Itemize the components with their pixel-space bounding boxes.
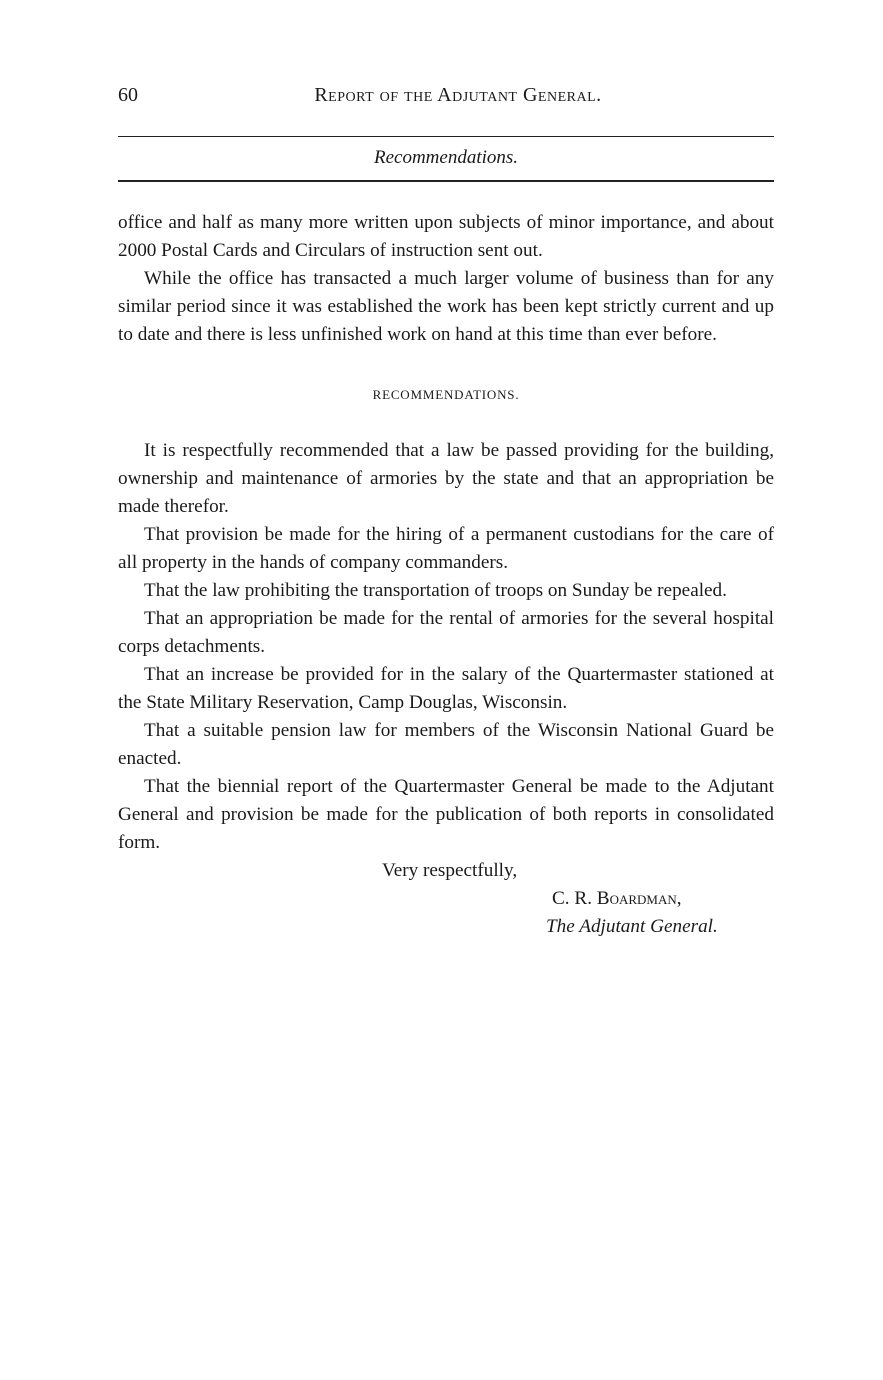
page-number: 60 <box>118 84 138 106</box>
recommendation-paragraph: That an increase be provided for in the salary of the Quartermaster stationed at the State Military Reservation, Camp Douglas, Wisconsin. <box>118 664 774 713</box>
signature-title: The Adjutant General. <box>546 916 718 937</box>
paragraph: office and half as many more written upon subjects of minor importance, and about 2000 Postal Cards and Circulars of instruction sent out. <box>118 212 774 261</box>
header-rule-top <box>118 136 774 137</box>
recommendations-subheading: RECOMMENDATIONS. <box>372 387 520 402</box>
section-heading: Recommendations. <box>373 147 519 168</box>
recommendation-paragraph: That the law prohibiting the transportation of troops on Sunday be repealed. <box>144 580 727 601</box>
recommendation-paragraph: That provision be made for the hiring of a permanent custodians for the care of all property in the hands of company commanders. <box>118 524 774 573</box>
recommendation-paragraph: That an appropriation be made for the rental of armories for the several hospital corps detachments. <box>118 608 774 657</box>
recommendation-paragraph: That the biennial report of the Quartermaster General be made to the Adjutant General and provision be made for the publication of both reports in consolidated form. <box>118 776 774 853</box>
running-title: Report of the Adjutant General. <box>314 84 602 106</box>
paragraph: While the office has transacted a much larger volume of business than for any similar period since it was established the work has been kept strictly current and up to date and there is less unfinished work on hand at this time than ever before. <box>118 268 774 345</box>
header-rule-bottom <box>118 180 774 182</box>
recommendation-paragraph: That a suitable pension law for members of the Wisconsin National Guard be enacted. <box>118 720 774 769</box>
recommendation-paragraph: It is respectfully recommended that a law be passed providing for the building, ownership and maintenance of armories by the state and that an appropriation be made therefor. <box>118 440 774 517</box>
closing-salutation: Very respectfully, <box>382 860 518 881</box>
signature-name: C. R. Boardman, <box>552 888 682 909</box>
page-header <box>118 84 774 114</box>
body-text <box>118 209 774 941</box>
